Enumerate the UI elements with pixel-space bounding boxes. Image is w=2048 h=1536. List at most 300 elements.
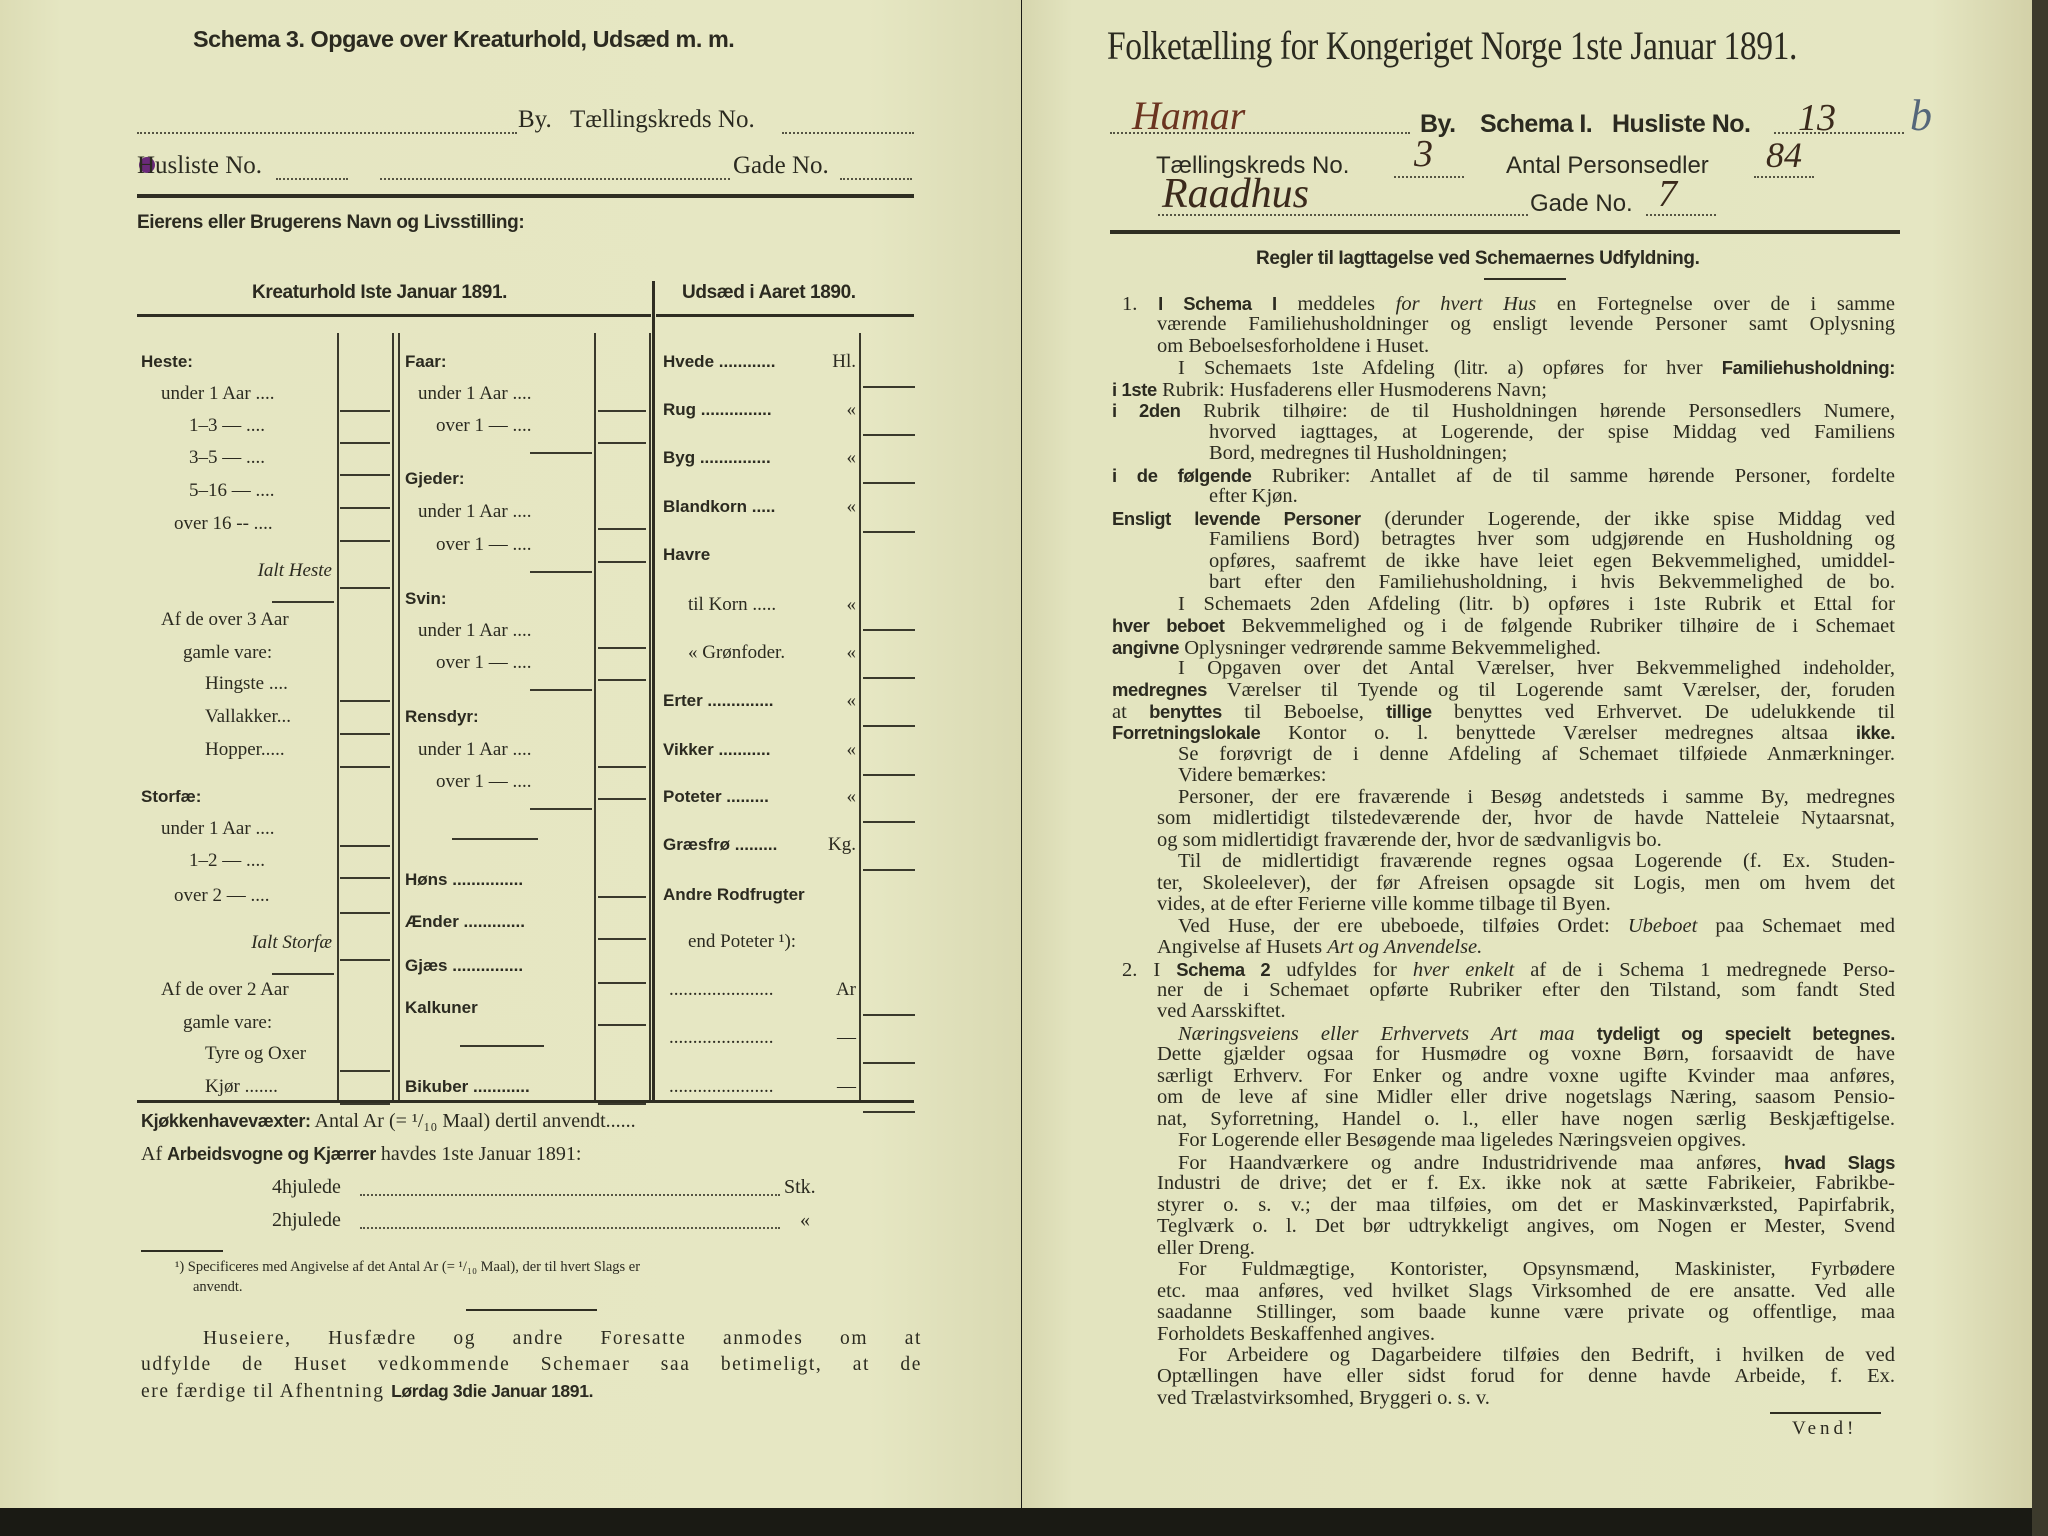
text-run: ere færdige til Afhentning: [141, 1381, 392, 1402]
footnote-line-1: ¹) Specificeres med Angivelse af det Antal Ar (= ¹/₁₀ Maal), der til hvert Slags er: [175, 1259, 641, 1275]
livestock-row-label: under 1 Aar ....: [161, 383, 275, 404]
value-line: [863, 774, 915, 776]
husliste-label: Husliste No.: [137, 152, 262, 179]
bold-text: i 2den: [1112, 400, 1181, 422]
rules-line: [1112, 1109, 1895, 1130]
livestock-row-label: Svin:: [405, 589, 447, 608]
bold-text: I Schema I: [1158, 293, 1277, 314]
livestock-row-label: Hingste ....: [205, 673, 288, 694]
husliste-field-dots: [1774, 116, 1904, 134]
value-line: [598, 798, 646, 800]
subtotal-line: [530, 689, 592, 691]
rules-line: [1112, 1195, 1895, 1216]
rules-line: [1112, 1345, 1895, 1366]
seed-unit: —: [837, 1027, 856, 1048]
table-vertical-line: [337, 333, 339, 1103]
text-run: Værelser til Tyende og til Logerende samt Værelser, der, foruden: [1207, 679, 1895, 702]
seed-unit: «: [846, 739, 856, 760]
value-line: [863, 677, 915, 679]
livestock-row-label: over 2 — ....: [174, 885, 270, 906]
seed-row-label: Græsfrø .........: [663, 835, 778, 854]
seed-unit: Kg.: [828, 834, 856, 855]
text-run: en Fortegnelse over de i samme: [1536, 293, 1895, 315]
livestock-row-label: Tyre og Oxer: [205, 1043, 307, 1064]
seed-unit: —: [837, 1076, 856, 1097]
text-run: vides, at de efter Ferierne ville komme tilbage til Byen.: [1157, 893, 1611, 916]
rules-line: [1112, 1001, 1895, 1022]
rules-line: [1112, 400, 1895, 421]
bold-text: Kjøkkenhavevæxter:: [141, 1111, 311, 1131]
value-line: [598, 1024, 646, 1026]
bold-text: Arbeidsvogne og Kjærrer: [167, 1144, 376, 1164]
livestock-row-label: 5–16 — ....: [189, 480, 275, 501]
rules-line: [1112, 529, 1895, 550]
rules-line: [1112, 1238, 1895, 1259]
schema-3-title: [193, 24, 734, 54]
rules-line: [1112, 1388, 1895, 1409]
livestock-row-label: under 1 Aar ....: [418, 383, 532, 404]
gade-label: Gade No.: [1530, 190, 1633, 217]
livestock-row-label: under 1 Aar ....: [161, 818, 275, 839]
value-line: [598, 938, 646, 940]
text-run: etc. maa anføres, ved hvilket Slags Virksomhed de ere ansatte. Ved alle: [1157, 1279, 1895, 1302]
rules-line: [1112, 894, 1895, 915]
value-line: [340, 410, 390, 412]
text-run: benyttes ved Erhvervet. De udelukkende til: [1431, 700, 1896, 723]
taellingskreds-value: 3: [1414, 133, 1433, 175]
street-value: Raadhus: [1162, 171, 1309, 217]
subtotal-line: [530, 808, 592, 810]
seed-row-label: ......................: [669, 1027, 774, 1048]
rules-line: [1112, 916, 1895, 937]
seed-row-label: Havre: [663, 545, 711, 564]
left-page-schema-3: [0, 0, 1021, 1508]
rules-line: [1112, 851, 1895, 872]
rules-heading: Regler til Iagttagelse ved Schemaernes Udfyldning.: [1256, 248, 1700, 269]
section-rule: [460, 1045, 544, 1047]
rules-line: [1112, 787, 1895, 808]
text-run: hvorved iagttages, at Logerende, der spise Middag ved Familiens: [1209, 420, 1895, 443]
value-line: [340, 507, 390, 509]
value-line: [598, 561, 646, 563]
text-run: Dette gjælder ogsaa for Husmødre og voxne Børn, forsaavidt de have: [1157, 1043, 1895, 1066]
text-run: Familiens Bord) betragtes hver som udgjørende en Husholdning og: [1209, 528, 1895, 551]
rules-line: [1112, 1302, 1895, 1323]
seed-unit: «: [846, 594, 856, 615]
schema-1-label: Schema I.: [1480, 110, 1593, 138]
text-run: særligt Erhverv. For Enker og andre voxne ugifte Kvinder maa anføres,: [1157, 1064, 1895, 1087]
italic-text: Ubeboet: [1627, 914, 1698, 937]
livestock-row-label: Gjæs ...............: [405, 956, 524, 975]
by-label: By.: [518, 106, 552, 133]
rules-line: [1112, 744, 1895, 765]
four-wheel-label: 4hjulede: [272, 1176, 341, 1198]
bold-text: Forretningslokale: [1112, 722, 1261, 744]
value-line: [863, 434, 915, 436]
value-line: [863, 1062, 915, 1064]
gade-field-dots: [1646, 198, 1716, 216]
text-run: havdes 1ste Januar 1891:: [375, 1143, 582, 1165]
text-run: bart efter den Familiehusholdning, i hvis Bekvemmelighed de bo.: [1209, 571, 1895, 594]
right-page-schema-1: [1022, 0, 2032, 1508]
livestock-row-label: under 1 Aar ....: [418, 620, 532, 641]
owner-label: Eierens eller Brugerens Navn og Livsstilling:: [137, 212, 525, 233]
rules-line: [1112, 1281, 1895, 1302]
bold-text: ikke.: [1855, 722, 1895, 744]
value-line: [598, 896, 646, 898]
turn-over-rule: [1770, 1412, 1881, 1414]
city-value: Hamar: [1132, 93, 1246, 138]
seed-header-rule: [656, 314, 914, 317]
text-run: Rubrik tilhøire: de til Husholdningen hørende Personsedlers Numere,: [1180, 400, 1895, 423]
text-run: ner de i Schemaet opførte Rubriker efter den Tilstand, som fandt Sted: [1157, 979, 1895, 1001]
bold-text: i de følgende: [1112, 464, 1252, 486]
footnote-rule: [141, 1250, 223, 1252]
value-line: [340, 912, 390, 914]
value-line: [340, 700, 390, 702]
taellingskreds-label: Tællingskreds No.: [570, 106, 755, 133]
text-run: at: [1112, 700, 1150, 723]
seed-header: Udsæd i Aaret 1890.: [682, 282, 856, 303]
text-run: Rubrik: Husfaderens eller Husmoderens Navn;: [1156, 378, 1547, 401]
value-line: [598, 766, 646, 768]
notice-line: [141, 1326, 922, 1352]
text-run: For Arbeidere og Dagarbeidere tilføies den Bedrift, i hvilken de ved: [1178, 1343, 1895, 1366]
livestock-row-label: over 1 — ....: [436, 652, 532, 673]
seed-unit: «: [846, 496, 856, 517]
husliste-label: Husliste No.: [1612, 110, 1751, 138]
value-line: [863, 629, 915, 631]
street-blank: [380, 158, 730, 180]
text-run: Teglværk o. l. Det bør udtrykkeligt angives, om Nogen er Mester, Svend: [1157, 1215, 1895, 1238]
seed-unit: «: [846, 399, 856, 420]
rules-line: [1112, 765, 1895, 786]
bold-text: hver beboet: [1112, 615, 1225, 637]
rules-line: [1112, 658, 1895, 679]
seed-row-label: Rug ...............: [663, 400, 772, 419]
rules-line: [1112, 722, 1895, 743]
two-wheel-blank: [360, 1219, 780, 1229]
two-wheel-label: 2hjulede: [272, 1209, 341, 1231]
text-run: For Haandværkere og andre Industridrivende maa anføres,: [1178, 1151, 1785, 1174]
text-run: saadanne Stillinger, som baade kunne være private og offentlige, maa: [1157, 1301, 1895, 1324]
text-run: ved Trælastvirksomhed, Bryggeri o. s. v.: [1157, 1386, 1490, 1409]
livestock-header-rule: [137, 314, 651, 317]
section-rule: [452, 838, 538, 840]
rules-line: [1112, 422, 1895, 443]
header-rule: [137, 194, 914, 198]
livestock-row-label: Rensdyr:: [405, 707, 479, 726]
text-run: udfyldes for: [1270, 958, 1413, 981]
value-line: [863, 482, 915, 484]
subtotal-line: [272, 973, 334, 975]
seed-row-label: Hvede ............: [663, 352, 776, 371]
text-run: I Schemaets 2den Afdeling (litr. b) opføres i 1ste Rubrik et Ettal for: [1178, 592, 1895, 615]
text-run: Personer, der ere fraværende i Besøg andetsteds i samme By, medregnes: [1178, 785, 1895, 808]
text-run: Rubriker: Antallet af de til samme hørende Personer, fordelte: [1251, 464, 1895, 487]
text-run: efter Kjøn.: [1209, 485, 1298, 508]
livestock-row-label: gamle vare:: [183, 642, 273, 663]
text-run: Antal Ar (= ¹/₁₀ Maal) dertil anvendt......: [310, 1110, 636, 1132]
value-line: [340, 877, 390, 879]
seed-unit: Hl.: [832, 351, 856, 372]
value-line: [340, 1103, 390, 1105]
livestock-row-label: gamle vare:: [183, 1012, 273, 1033]
seed-row-label: end Poteter ¹):: [688, 931, 797, 952]
rules-line: [1112, 980, 1895, 1001]
value-line: [598, 679, 646, 681]
rules-line: [1112, 959, 1895, 980]
livestock-row-label: Ænder .............: [405, 912, 525, 931]
value-line: [340, 442, 390, 444]
livestock-row-label: under 1 Aar ....: [418, 739, 532, 760]
footnote-line-2: anvendt.: [193, 1279, 243, 1295]
text-run: udfylde de Huset vedkommende Schemaer saa betimeligt, at de: [141, 1354, 922, 1375]
text-run: Industri de drive; det er f. Ex. ikke nok at sætte Fabrikeier, Fabrikbe-: [1157, 1172, 1895, 1195]
four-wheel-unit: Stk.: [784, 1176, 816, 1198]
rules-line: [1112, 1366, 1895, 1387]
table-vertical-line: [392, 333, 394, 1103]
text-run: om de leve af sine Midler eller drive nogetslags Næring, saasom Pensio-: [1157, 1086, 1895, 1109]
by-label: By.: [1420, 110, 1456, 138]
rules-line: [1112, 1173, 1895, 1194]
text-run: til Beboelse,: [1221, 700, 1387, 723]
text-run: I Opgaven over det Antal Værelser, hver Bekvemmelighed indeholder,: [1178, 656, 1895, 679]
rules-line: [1112, 1023, 1895, 1044]
livestock-row-label: under 1 Aar ....: [418, 501, 532, 522]
seed-row-label: Byg ...............: [663, 448, 771, 467]
text-run: Kontor o. l. benyttede Værelser medregnes altsaa: [1260, 722, 1856, 745]
notice-rule: [466, 1309, 597, 1311]
bold-text: Familiehusholdning:: [1721, 357, 1895, 379]
value-line: [863, 1014, 915, 1016]
livestock-row-label: Kjør .......: [205, 1076, 278, 1097]
value-line: [598, 1103, 646, 1105]
livestock-row-label: Ialt Heste: [257, 560, 332, 581]
rules-line: [1112, 679, 1895, 700]
text-run: Bekvemmelighed og i de følgende Rubriker tilhøire de i Schemaet: [1224, 615, 1895, 638]
text-run: Optællingen have eller sidst forud for denne havde Arbeide, f. Ex.: [1157, 1365, 1895, 1388]
seed-row-label: til Korn .....: [688, 594, 777, 615]
rules-line: [1112, 314, 1895, 335]
rules-line: [1112, 1130, 1895, 1151]
text-run: Se forøvrigt de i denne Afdeling af Schemaet tilføiede Anmærkninger.: [1178, 742, 1895, 765]
seed-row-label: Blandkorn .....: [663, 497, 776, 516]
value-line: [598, 982, 646, 984]
rules-line: [1112, 1324, 1895, 1345]
value-line: [340, 766, 390, 768]
text-run: Af: [141, 1143, 168, 1165]
bold-text: medregnes: [1112, 679, 1208, 701]
rules-line: [1112, 701, 1895, 722]
table-vertical-line: [594, 333, 596, 1103]
bold-text: Ensligt levende Personer: [1112, 507, 1361, 529]
text-run: eller Dreng.: [1157, 1236, 1255, 1259]
rules-line: [1112, 1216, 1895, 1237]
text-run: ved Aarsskiftet.: [1157, 1000, 1286, 1023]
title-rule: [1110, 230, 1900, 234]
wagons-line: [141, 1143, 581, 1166]
gade-value: 7: [1658, 173, 1677, 215]
text-run: For Logerende eller Besøgende maa ligeledes Næringsveien opgives.: [1178, 1129, 1747, 1152]
city-blank: [137, 112, 517, 134]
subtotal-line: [530, 452, 592, 454]
livestock-row-label: Heste:: [141, 352, 193, 371]
text-run: meddeles: [1276, 293, 1396, 315]
livestock-row-label: over 1 — ....: [436, 415, 532, 436]
value-line: [340, 587, 390, 589]
value-line: [598, 528, 646, 530]
value-line: [340, 1070, 390, 1072]
subtotal-line: [530, 571, 592, 573]
rules-line: [1112, 357, 1895, 378]
text-run: og som midlertidigt fraværende der, hvor de sædvanligvis bo.: [1157, 828, 1662, 851]
husliste-blank: [276, 158, 348, 180]
livestock-row-label: Af de over 3 Aar: [161, 609, 289, 630]
text-run: opføres, saafremt de ikke have leiet egen Bekvemmelighed, umiddel-: [1209, 549, 1895, 572]
rules-line: [1112, 508, 1895, 529]
text-run: ter, Skoleelever), der før Afreisen opsagde sit Logis, men om hvem det: [1157, 871, 1895, 894]
rules-line: [1112, 465, 1895, 486]
seed-row-label: Vikker ...........: [663, 740, 771, 759]
italic-text: Næringsveiens eller Erhvervets Art maa: [1178, 1022, 1597, 1045]
seed-row-label: Andre Rodfrugter: [663, 885, 805, 904]
rules-line: [1112, 637, 1895, 658]
bold-text: Lørdag 3die Januar 1891.: [391, 1381, 594, 1401]
value-line: [863, 821, 915, 823]
column-divider: [652, 281, 655, 1101]
seed-row-label: Erter ..............: [663, 691, 774, 710]
livestock-header: Kreaturhold Iste Januar 1891.: [252, 282, 508, 303]
notice-line: [141, 1378, 922, 1404]
bold-text: hvad Slags: [1784, 1151, 1895, 1173]
rules-line: [1112, 443, 1895, 464]
text-run: om Beboelsesforholdene i Huset.: [1157, 334, 1430, 357]
livestock-row-label: Høns ...............: [405, 870, 524, 889]
seed-row-label: Poteter .........: [663, 787, 769, 806]
text-run: Bord, medregnes til Husholdningen;: [1209, 442, 1508, 465]
text-run: 1.: [1122, 293, 1159, 315]
seed-row-label: ......................: [669, 1076, 774, 1097]
personsedler-value: 84: [1766, 135, 1802, 175]
text-run: af de i Schema 1 medregnede Perso-: [1514, 958, 1895, 981]
livestock-row-label: Bikuber ............: [405, 1077, 530, 1096]
husliste-suffix: b: [1910, 91, 1932, 140]
bold-text: Schema 2: [1176, 958, 1271, 980]
bold-text: tillige: [1386, 700, 1432, 722]
bold-text: angivne: [1112, 636, 1180, 658]
gade-blank: [840, 158, 912, 180]
text-run: I Schemaets 1ste Afdeling (litr. a) opføres for hver: [1178, 357, 1722, 380]
text-run: Videre bemærkes:: [1178, 764, 1327, 787]
personsedler-label: Antal Personsedler: [1506, 152, 1709, 179]
rules-line: [1112, 572, 1895, 593]
table-bottom-rule: [137, 1100, 914, 1103]
rules-line: [1112, 293, 1895, 314]
bold-text: benyttes: [1149, 700, 1222, 722]
livestock-row-label: Ialt Storfæ: [251, 932, 332, 953]
text-run: Forholdets Beskaffenhed angives.: [1157, 1322, 1436, 1345]
value-line: [340, 733, 390, 735]
rules-line: [1112, 1044, 1895, 1065]
text-run: Ved Huse, der ere ubeboede, tilføies Ordet:: [1178, 914, 1628, 937]
value-line: [863, 1111, 915, 1113]
bold-text: Schema 3. Opgave over Kreaturhold, Udsæd m. m.: [193, 26, 735, 52]
value-line: [598, 647, 646, 649]
italic-text: hver enkelt: [1412, 958, 1515, 981]
rules-line: [1112, 1259, 1895, 1280]
livestock-row-label: Storfæ:: [141, 787, 202, 806]
table-vertical-line: [649, 333, 651, 1103]
value-line: [340, 540, 390, 542]
text-run: værende Familiehusholdninger og ensligt levende Personer samt Oplysning: [1157, 313, 1895, 336]
rules-text: [1112, 293, 1895, 1409]
seed-unit: «: [846, 690, 856, 711]
turn-over-label: Vend!: [1792, 1418, 1858, 1439]
text-run: Til de midlertidigt fraværende regnes ogsaa Logerende (f. Ex. Studen-: [1178, 850, 1895, 873]
italic-text: for hvert Hus: [1395, 293, 1537, 315]
rules-line: [1112, 594, 1895, 615]
rules-line: [1112, 379, 1895, 400]
rules-line: [1112, 486, 1895, 507]
rules-line: [1112, 1066, 1895, 1087]
table-vertical-line: [398, 333, 400, 1103]
livestock-row-label: over 16 -- ....: [174, 513, 273, 534]
value-line: [340, 845, 390, 847]
text-run: (derunder Logerende, der ikke spise Middag ved: [1360, 507, 1896, 530]
value-line: [863, 531, 915, 533]
rules-line: [1112, 551, 1895, 572]
rules-line: [1112, 808, 1895, 829]
seed-row-label: ......................: [669, 979, 774, 1000]
table-vertical-line: [859, 333, 861, 1103]
value-line: [340, 474, 390, 476]
gade-label: Gade No.: [733, 152, 829, 179]
seed-unit: «: [846, 786, 856, 807]
kitchen-garden-line: [141, 1110, 636, 1133]
rules-line: [1112, 336, 1895, 357]
livestock-row-label: over 1 — ....: [436, 534, 532, 555]
value-line: [863, 869, 915, 871]
subtotal-line: [272, 601, 334, 603]
text-run: For Fuldmægtige, Kontorister, Opsynsmænd, Maskinister, Fyrbødere: [1178, 1258, 1895, 1281]
husliste-value: 13: [1798, 97, 1836, 139]
value-line: [340, 959, 390, 961]
rules-line: [1112, 1152, 1895, 1173]
text-run: Huseiere, Husfædre og andre Foresatte anmodes om at: [203, 1328, 922, 1349]
rules-line: [1112, 873, 1895, 894]
seed-unit: «: [846, 447, 856, 468]
livestock-row-label: 1–3 — ....: [189, 415, 265, 436]
livestock-row-label: 3–5 — ....: [189, 447, 265, 468]
census-title: Folketælling for Kongeriget Norge 1ste Januar 1891.: [1107, 23, 1797, 68]
value-line: [863, 386, 915, 388]
rules-heading-rule: [1484, 278, 1566, 280]
livestock-row-label: Faar:: [405, 352, 447, 371]
taellingskreds-blank: [782, 112, 914, 134]
scan-edge: [2032, 0, 2048, 1536]
notice-paragraph: [141, 1326, 922, 1404]
four-wheel-blank: [360, 1186, 780, 1196]
text-run: styrer o. s. v.; der maa tilføies, om det er Maskinværksted, Papirfabrik,: [1157, 1193, 1895, 1216]
livestock-row-label: Vallakker...: [205, 706, 292, 727]
text-run: 2. I: [1122, 958, 1177, 981]
rules-line: [1112, 1087, 1895, 1108]
text-run: som midlertidigt tilstedeværende der, hvor de havde Natteleie Nytaarsnat,: [1157, 807, 1895, 830]
livestock-row-label: over 1 — ....: [436, 771, 532, 792]
two-wheel-unit: «: [800, 1209, 810, 1231]
livestock-row-label: Kalkuner: [405, 998, 478, 1017]
